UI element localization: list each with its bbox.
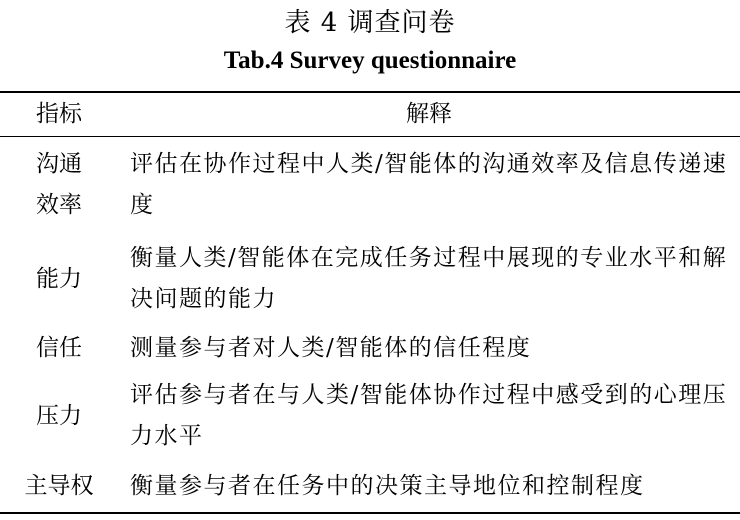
explanation-cell (130, 464, 730, 508)
header-explanation: 解释 (406, 101, 452, 127)
indicator-cell (0, 236, 118, 322)
indicator-cell (0, 464, 118, 508)
explanation-cell (130, 327, 730, 369)
table-bottom-rule (0, 512, 740, 514)
table-header-row (0, 93, 740, 136)
explanation-text: 评估参与者在与人类/智能体协作过程中感受到的心理压力水平 (130, 382, 728, 449)
explanation-text: 评估在协作过程中人类/智能体的沟通效率及信息传递速度 (130, 151, 728, 218)
explanation-text: 衡量人类/智能体在完成任务过程中展现的专业水平和解决问题的能力 (130, 245, 728, 312)
indicator-text: 信任 (36, 334, 82, 361)
explanation-text: 测量参与者对人类/智能体的信任程度 (130, 334, 532, 361)
table-header-rule (0, 136, 740, 137)
table-row (0, 373, 740, 459)
explanation-cell (130, 236, 730, 322)
indicator-cell (0, 327, 118, 369)
header-indicator: 指标 (36, 101, 82, 127)
indicator-text: 能力 (36, 265, 82, 292)
table-row (0, 327, 740, 369)
explanation-text: 衡量参与者在任务中的决策主导地位和控制程度 (130, 472, 645, 499)
indicator-text: 主导权 (24, 472, 94, 499)
indicator-text: 压力 (36, 402, 82, 429)
table-row (0, 236, 740, 322)
table-row (0, 464, 740, 508)
table-caption-chinese: 表 4 调查问卷 (284, 8, 456, 38)
explanation-cell (130, 373, 730, 459)
table-caption-english: Tab.4 Survey questionnaire (223, 47, 517, 74)
explanation-cell (130, 142, 730, 228)
table-row (0, 142, 740, 228)
indicator-text: 沟通效率 (36, 151, 82, 218)
indicator-cell (0, 142, 118, 228)
indicator-cell (0, 373, 118, 459)
